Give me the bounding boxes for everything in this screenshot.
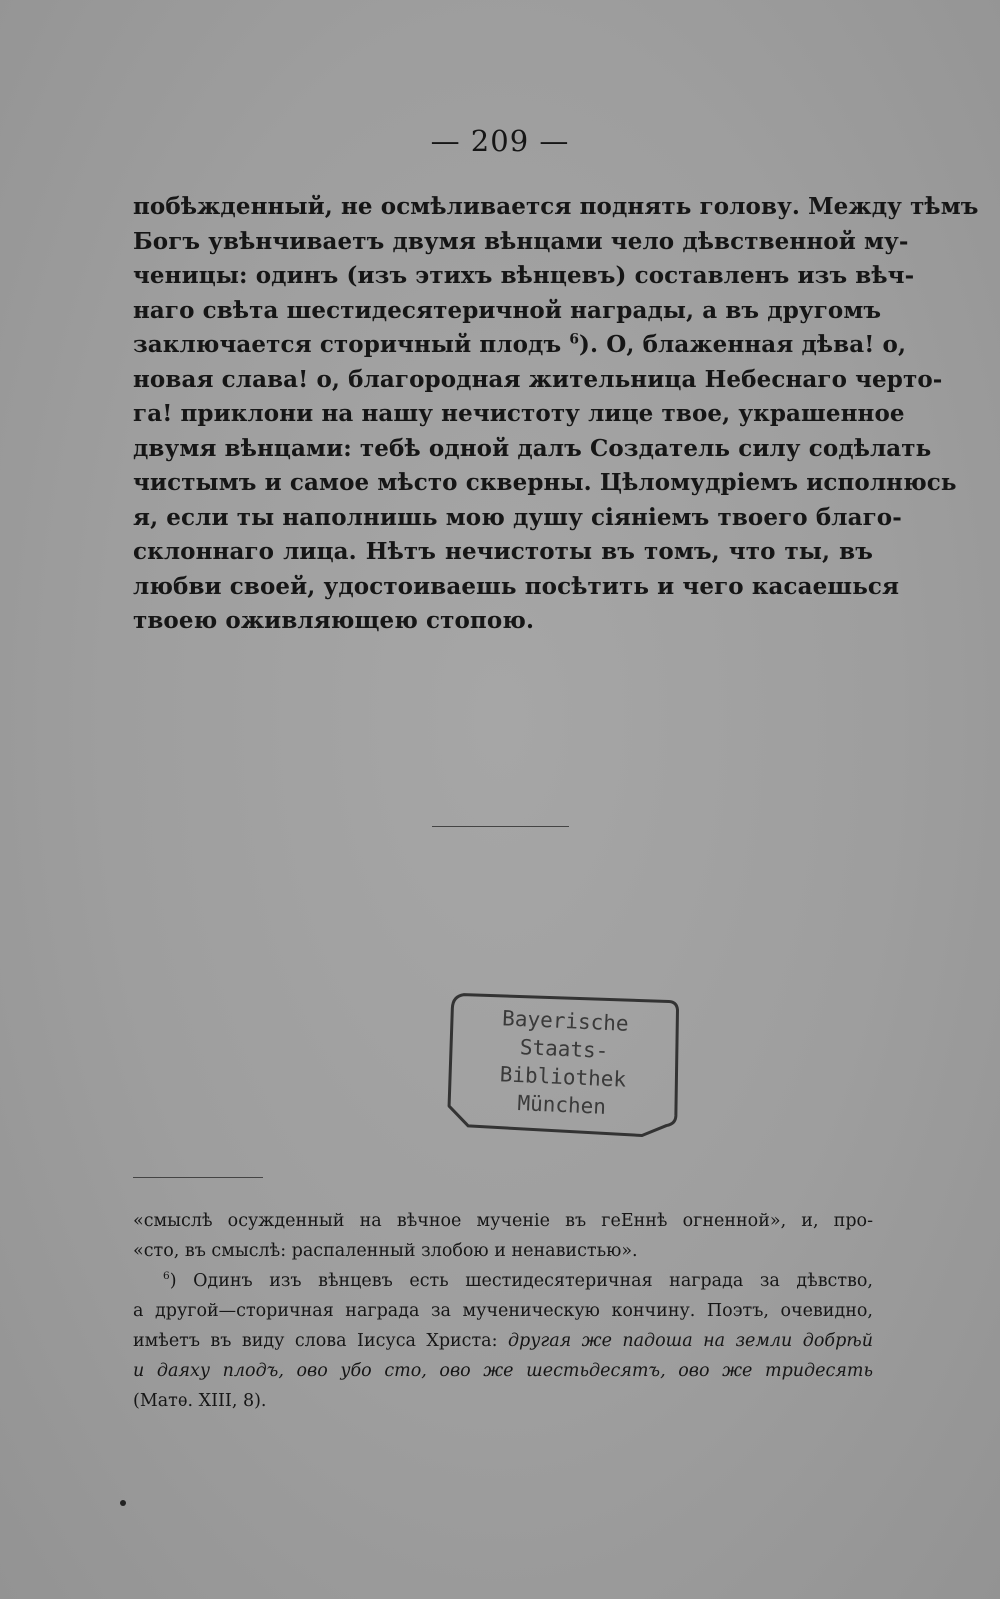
footnote-line — [133, 1326, 873, 1356]
text-line: наго свѣта шестидесятеричной награды, а въ другомъ — [133, 296, 882, 324]
footnote-line: (Матѳ. XIII, 8). — [133, 1391, 267, 1411]
text-line: чистымъ и самое мѣсто скверны. Цѣломудріемъ исполнюсь — [133, 469, 957, 496]
text-line: побѣжденный, не осмѣливается поднять голову. Между тѣмъ — [133, 193, 979, 220]
stamp-line: Bayerische — [501, 1006, 630, 1036]
text-line: твоею оживляющею стопою. — [133, 607, 535, 634]
text-line-part: ). О, блаженная дѣва! о, — [579, 331, 907, 358]
footnote-divider — [133, 1177, 263, 1178]
text-line: я, если ты наполнишь мою душу сіяніемъ твоего благо- — [133, 503, 902, 531]
footnote-line: а другой—сторичная награда за мученическую кончину. Поэтъ, очевидно, — [133, 1301, 873, 1321]
stamp-line: München — [516, 1091, 607, 1119]
footnote-line-part: имѣетъ въ виду слова Іисуса Христа: — [133, 1331, 508, 1351]
footnote-line: «сто, въ смыслѣ: распаленный злобою и ненавистью». — [133, 1241, 638, 1261]
text-line: га! приклони на нашу нечистоту лице твое, украшенное — [133, 400, 905, 427]
footnote-line-part: ) Одинъ изъ вѣнцевъ есть шестидесятеричная награда за дѣвство, — [169, 1271, 873, 1291]
text-line: Богъ увѣнчиваетъ двумя вѣнцами чело дѣвственной му- — [133, 227, 909, 255]
footnote-line: «смыслѣ осужденный на вѣчное мученіе въ геEннѣ огненной», и, про- — [133, 1211, 873, 1231]
print-speck — [120, 1500, 126, 1506]
footnote-number: 6 — [163, 1270, 170, 1283]
stamp-text — [445, 1002, 683, 1124]
text-line: ченицы: одинъ (изъ этихъ вѣнцевъ) составленъ изъ вѣч- — [133, 262, 915, 289]
text-line — [133, 328, 907, 363]
text-line: склоннаго лица. Нѣтъ нечистоты въ томъ, что ты, въ — [133, 538, 873, 565]
footnotes — [133, 1206, 873, 1416]
text-line: любви своей, удостоиваешь посѣтить и чего касаешься — [133, 572, 900, 600]
text-line: новая слава! о, благородная жительница Небеснаго черто- — [133, 365, 943, 393]
text-line: двумя вѣнцами: тебѣ одной далъ Создатель силу содѣлать — [133, 434, 932, 462]
main-text — [133, 190, 979, 639]
library-stamp — [444, 988, 683, 1141]
stamp-line: Bibliothek — [499, 1062, 627, 1092]
scripture-quote: другая же падоша на земли добрѣй — [507, 1331, 873, 1351]
scripture-quote: и даяху плодъ, ово убо сто, ово же шестьдесятъ, ово же тридесять — [133, 1361, 873, 1381]
section-divider — [432, 826, 569, 827]
stamp-line: Staats- — [519, 1035, 609, 1063]
footnote-ref: 6 — [569, 331, 580, 348]
text-line-part: заключается сторичный плодъ — [133, 331, 570, 358]
page-number: — 209 — — [430, 124, 570, 158]
footnote-line — [133, 1266, 873, 1296]
